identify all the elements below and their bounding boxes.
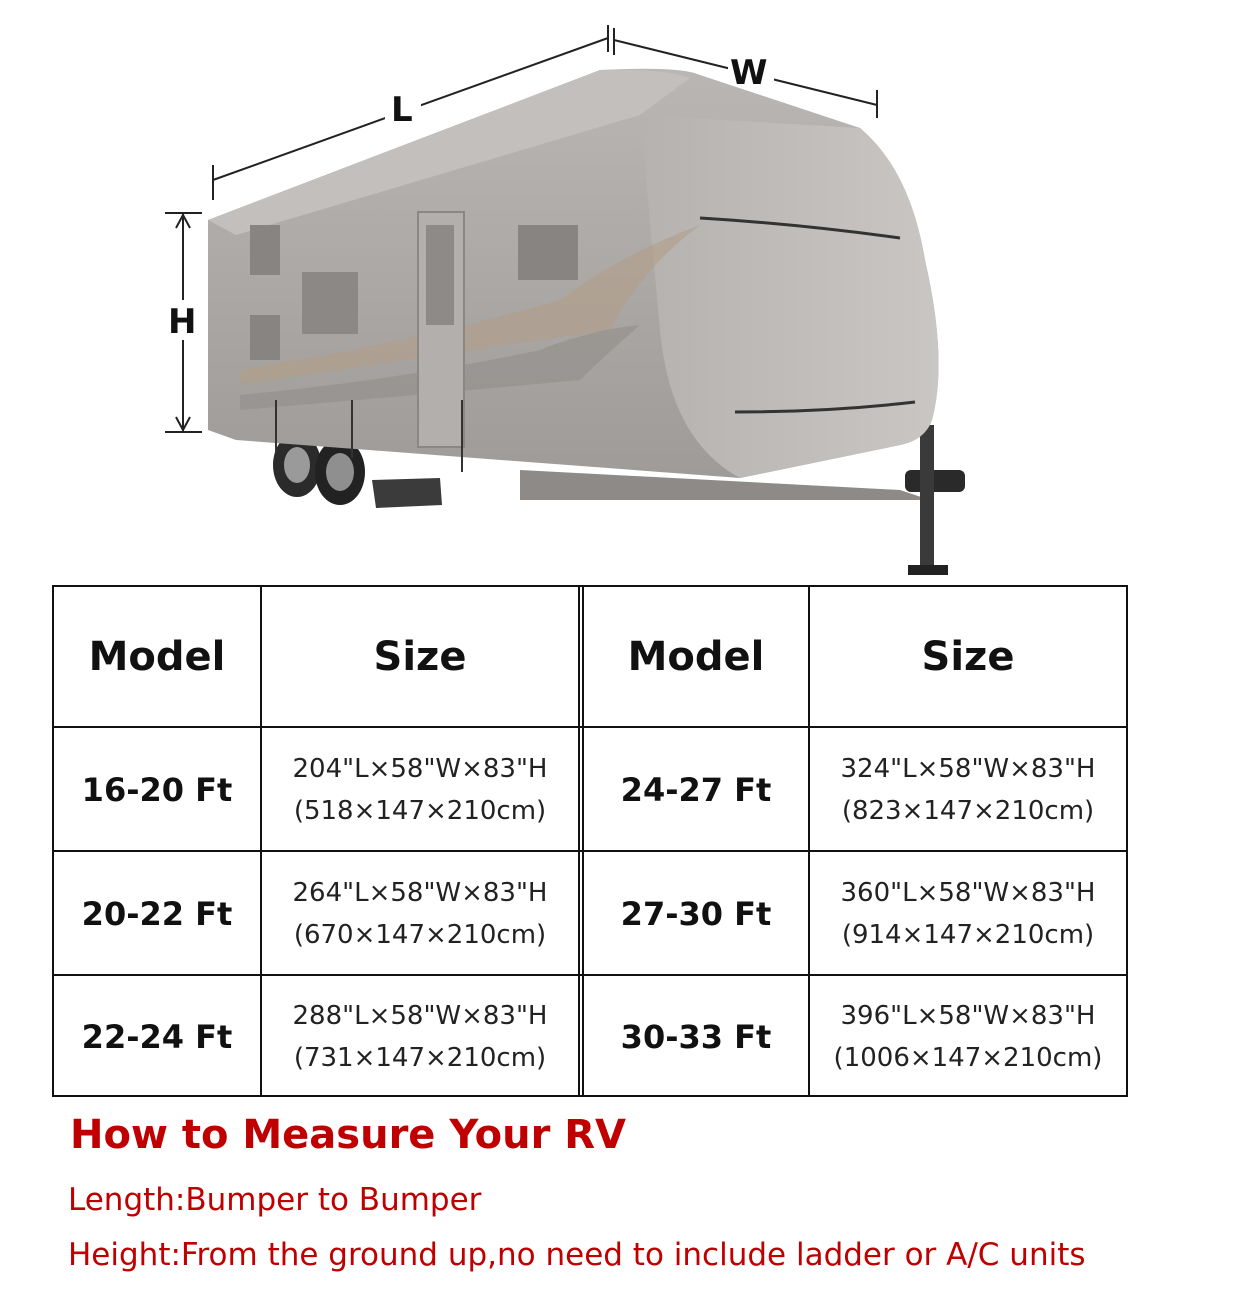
size-cell bbox=[810, 976, 1126, 1097]
measure-height-instruction: Height:From the ground up,no need to include ladder or A/C units bbox=[68, 1237, 1086, 1273]
rv-cover-illustration bbox=[0, 0, 1258, 585]
model-cell: 30-33 Ft bbox=[584, 976, 810, 1097]
measure-length-instruction: Length:Bumper to Bumper bbox=[68, 1182, 482, 1218]
table-row bbox=[54, 726, 1126, 852]
size-centimeters: (670×147×210cm) bbox=[293, 920, 547, 950]
size-inches: 288"L×58"W×83"H bbox=[292, 1000, 548, 1031]
size-cell bbox=[810, 852, 1126, 976]
entry-step bbox=[372, 478, 442, 508]
size-centimeters: (1006×147×210cm) bbox=[833, 1042, 1103, 1073]
model-cell: 24-27 Ft bbox=[584, 728, 810, 852]
model-cell: 27-30 Ft bbox=[584, 852, 810, 976]
table-row bbox=[54, 974, 1126, 1097]
model-cell: 22-24 Ft bbox=[54, 976, 262, 1097]
table-row bbox=[54, 850, 1126, 976]
measure-title: How to Measure Your RV bbox=[70, 1112, 627, 1158]
size-table bbox=[52, 585, 1128, 1097]
size-cell bbox=[810, 728, 1126, 852]
length-label: L bbox=[391, 90, 413, 130]
size-centimeters: (731×147×210cm) bbox=[293, 1042, 547, 1073]
header-model-right: Model bbox=[584, 587, 810, 726]
size-centimeters: (823×147×210cm) bbox=[841, 796, 1095, 826]
size-centimeters: (518×147×210cm) bbox=[293, 796, 547, 826]
size-inches: 360"L×58"W×83"H bbox=[840, 878, 1096, 908]
model-cell: 16-20 Ft bbox=[54, 728, 262, 852]
size-cell bbox=[262, 852, 584, 976]
size-inches: 396"L×58"W×83"H bbox=[840, 1000, 1096, 1031]
size-inches: 204"L×58"W×83"H bbox=[292, 754, 548, 784]
width-label: W bbox=[730, 53, 768, 93]
size-cell bbox=[262, 976, 584, 1097]
size-inches: 264"L×58"W×83"H bbox=[292, 878, 548, 908]
rv-cover bbox=[208, 69, 939, 478]
header-model-left: Model bbox=[54, 587, 262, 726]
model-cell: 20-22 Ft bbox=[54, 852, 262, 976]
header-size-left: Size bbox=[262, 587, 584, 726]
size-cell bbox=[262, 728, 584, 852]
size-centimeters: (914×147×210cm) bbox=[841, 920, 1095, 950]
height-label: H bbox=[168, 302, 197, 342]
table-header-row bbox=[54, 587, 1126, 726]
size-inches: 324"L×58"W×83"H bbox=[840, 754, 1096, 784]
header-size-right: Size bbox=[921, 633, 1015, 680]
